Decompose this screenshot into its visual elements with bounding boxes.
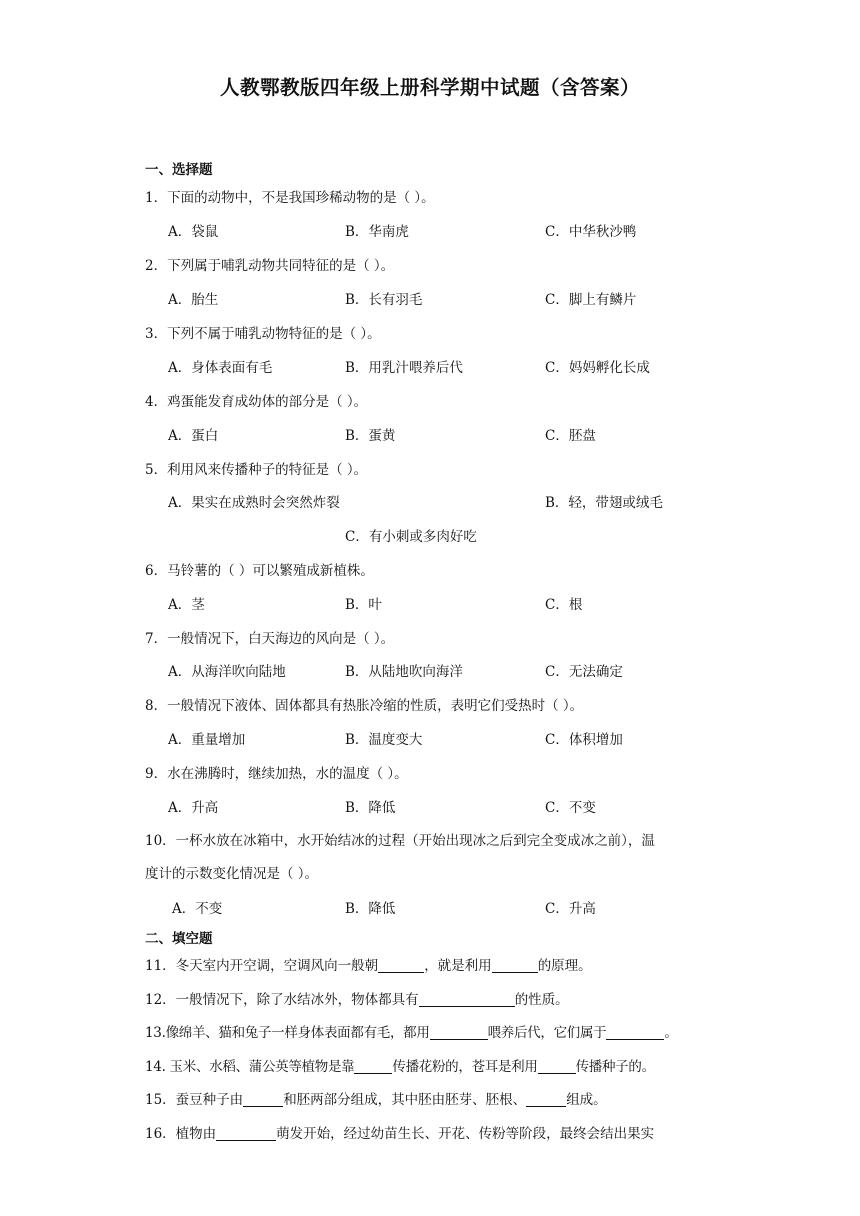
question-7-option-b: B．从陆地吹向海洋 — [345, 664, 463, 680]
question-5-stem: 5．利用风来传播种子的特征是（ ）。 — [145, 462, 368, 478]
question-1-option-a: A．袋鼠 — [168, 224, 219, 240]
answer-blank[interactable] — [354, 1059, 392, 1074]
question-8-option-a: A．重量增加 — [168, 732, 246, 748]
question-16 — [145, 1122, 654, 1142]
question-4-option-c: C．胚盘 — [545, 428, 596, 444]
question-6-stem: 6．马铃薯的（ ）可以繁殖成新植株。 — [145, 563, 374, 579]
question-11-text-3: 的原理。 — [537, 958, 592, 974]
question-2-option-c: C．脚上有鳞片 — [545, 292, 637, 308]
question-9-stem: 9．水在沸腾时，继续加热，水的温度（ ）。 — [145, 766, 408, 782]
question-13-text-3: 。 — [664, 1025, 678, 1041]
question-4-stem: 4．鸡蛋能发育成幼体的部分是（ ）。 — [145, 394, 368, 410]
question-11-text-2: ，就是利用 — [424, 958, 492, 974]
question-8-stem: 8．一般情况下液体、固体都具有热胀冷缩的性质，表明它们受热时（ ）。 — [145, 698, 584, 714]
question-5-option-c: C．有小刺或多肉好吃 — [345, 529, 477, 545]
question-2-option-a: A．胎生 — [168, 292, 219, 308]
question-15 — [145, 1088, 607, 1108]
question-10-stem-continued: 度计的示数变化情况是（ ）。 — [145, 866, 319, 882]
question-1-stem: 1．下面的动物中，不是我国珍稀动物的是（ ）。 — [145, 190, 435, 206]
section-heading-fill: 二、填空题 — [145, 931, 213, 947]
question-7-option-a: A．从海洋吹向陆地 — [168, 664, 286, 680]
answer-blank[interactable] — [419, 992, 515, 1007]
answer-blank[interactable] — [538, 1059, 576, 1074]
question-1-option-c: C．中华秋沙鸭 — [545, 224, 637, 240]
question-12 — [145, 988, 569, 1008]
question-9-option-c: C．不变 — [545, 800, 596, 816]
question-6-option-b: B．叶 — [345, 597, 382, 613]
question-8-option-b: B．温度变大 — [345, 732, 423, 748]
question-6-option-c: C．根 — [545, 597, 583, 613]
question-8-option-c: C．体积增加 — [545, 732, 623, 748]
answer-blank[interactable] — [430, 1025, 488, 1040]
question-4-option-a: A．蛋白 — [168, 428, 219, 444]
question-7-option-c: C．无法确定 — [545, 664, 623, 680]
question-10-option-b: B．降低 — [345, 901, 396, 917]
question-11-text-1: 11．冬天室内开空调，空调风向一般朝 — [145, 958, 379, 974]
question-2-stem: 2．下列属于哺乳动物共同特征的是（ ）。 — [145, 258, 395, 274]
question-14-text-2: 传播花粉的，苍耳是利用 — [392, 1059, 538, 1075]
question-10-option-c: C．升高 — [545, 901, 596, 917]
question-6-option-a: A．茎 — [168, 597, 205, 613]
question-15-text-3: 组成。 — [566, 1092, 607, 1108]
question-13-text-2: 喂养后代，它们属于 — [487, 1025, 607, 1041]
answer-blank[interactable] — [606, 1025, 664, 1040]
answer-blank[interactable] — [378, 958, 424, 973]
question-3-option-b: B．用乳汁喂养后代 — [345, 360, 463, 376]
question-10-stem: 10．一杯水放在冰箱中，水开始结冰的过程（开始出现冰之后到完全变成冰之前），温 — [145, 833, 655, 849]
question-16-text-1: 16．植物由 — [145, 1126, 217, 1142]
question-15-text-2: 和胚两部分组成，其中胚由胚芽、胚根、 — [283, 1092, 527, 1108]
question-13 — [145, 1021, 678, 1041]
question-12-text-1: 12．一般情况下，除了水结冰外，物体都具有 — [145, 992, 419, 1008]
section-heading-choice: 一、选择题 — [145, 162, 213, 178]
question-14 — [145, 1055, 655, 1075]
answer-blank[interactable] — [492, 958, 538, 973]
question-2-option-b: B．长有羽毛 — [345, 292, 423, 308]
question-9-option-a: A．升高 — [168, 800, 219, 816]
question-3-option-a: A．身体表面有毛 — [168, 360, 273, 376]
question-3-stem: 3．下列不属于哺乳动物特征的是（ ）。 — [145, 326, 381, 342]
answer-blank[interactable] — [243, 1092, 283, 1107]
answer-blank[interactable] — [526, 1092, 566, 1107]
question-7-stem: 7．一般情况下，白天海边的风向是（ ）。 — [145, 631, 395, 647]
question-14-text-3: 传播种子的。 — [575, 1059, 655, 1075]
answer-blank[interactable] — [216, 1126, 276, 1141]
question-13-text-1: 13.像绵羊、猫和兔子一样身体表面都有毛，都用 — [145, 1025, 430, 1041]
question-15-text-1: 15．蚕豆种子由 — [145, 1092, 244, 1108]
question-14-text-1: 14. 玉米、水稻、蒲公英等植物是靠 — [145, 1059, 355, 1075]
page-title: 人教鄂教版四年级上册科学期中试题（含答案） — [219, 76, 640, 99]
question-12-text-2: 的性质。 — [514, 992, 569, 1008]
question-3-option-c: C．妈妈孵化长成 — [545, 360, 650, 376]
question-1-option-b: B．华南虎 — [345, 224, 409, 240]
question-5-option-a: A．果实在成熟时会突然炸裂 — [168, 495, 340, 511]
question-16-text-2: 萌发开始，经过幼苗生长、开花、传粉等阶段，最终会结出果实 — [276, 1126, 655, 1142]
question-10-option-a: A．不变 — [172, 901, 223, 917]
question-9-option-b: B．降低 — [345, 800, 396, 816]
question-11 — [145, 954, 592, 974]
question-4-option-b: B．蛋黄 — [345, 428, 396, 444]
question-5-option-b: B．轻，带翅或绒毛 — [545, 495, 663, 511]
